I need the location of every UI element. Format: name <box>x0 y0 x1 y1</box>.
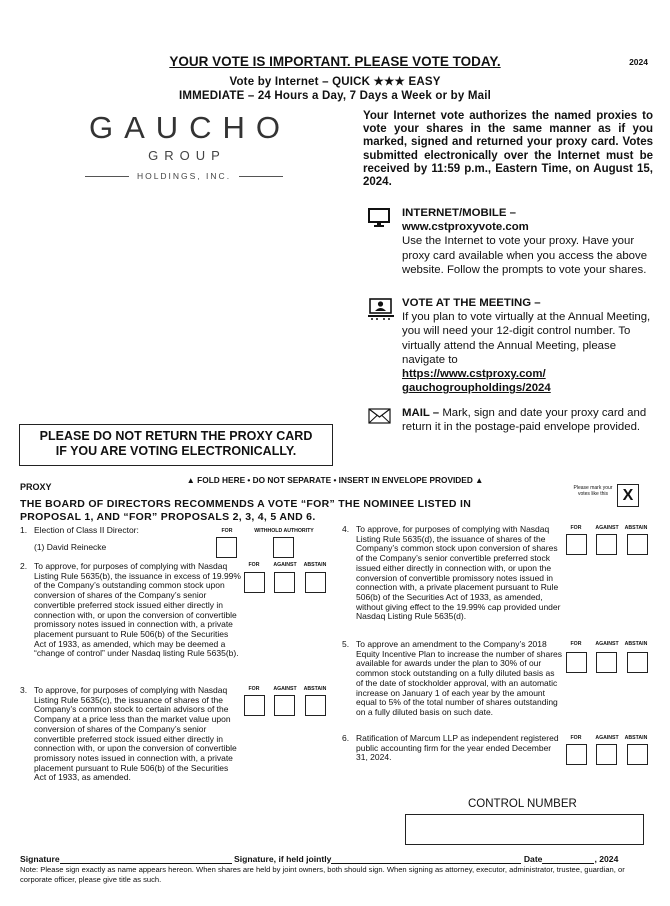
joint-signature-field[interactable] <box>331 854 521 864</box>
meeting-text: If you plan to vote virtually at the Annual Meeting, you will need your 12-digit control number. To virtually attend the Annual Meeting, please navigate to <box>402 311 651 366</box>
logo-holdings-text: HOLDINGS, INC. <box>136 171 232 181</box>
col-abstain: ABSTAIN <box>303 686 327 692</box>
col-abstain: ABSTAIN <box>624 525 648 531</box>
p5-abstain-checkbox[interactable] <box>627 652 648 673</box>
col-against: AGAINST <box>273 686 297 692</box>
p2-abstain-checkbox[interactable] <box>305 572 326 593</box>
proposal-5 <box>342 640 562 718</box>
proposal-3 <box>20 686 242 783</box>
logo-rule-left <box>85 176 129 177</box>
proposal-1 <box>20 526 220 552</box>
col-against: AGAINST <box>595 735 619 741</box>
board-recommendation <box>20 498 540 524</box>
do-not-return-notice <box>19 424 333 466</box>
proposal-text: Ratification of Marcum LLP as independent registered public accounting firm for the year ended December 31, 2024. <box>356 733 559 763</box>
banner-line-3: IMMEDIATE – 24 Hours a Day, 7 Days a Week or by Mail <box>178 90 492 102</box>
option-internet <box>368 206 658 277</box>
control-number-box[interactable] <box>405 814 644 845</box>
p5-for-checkbox[interactable] <box>566 652 587 673</box>
col-withhold: WITHHOLD AUTHORITY <box>254 528 314 534</box>
p2-against-checkbox[interactable] <box>274 572 295 593</box>
mail-text: Mark, sign and date your proxy card and return it in the postage-paid envelope provided. <box>402 407 647 434</box>
signature-field[interactable] <box>60 854 232 864</box>
meeting-link-2[interactable]: gauchogroupholdings/2024 <box>402 382 551 395</box>
board-line-2: PROPOSAL 1, AND “FOR” PROPOSALS 2, 3, 4, 5 AND 6. <box>20 511 316 523</box>
internet-title: INTERNET/MOBILE – <box>402 207 516 219</box>
mark-instruction: Please mark your votes like this <box>573 485 613 497</box>
col-abstain: ABSTAIN <box>303 562 327 568</box>
proxy-label: PROXY <box>20 482 52 492</box>
p4-for-checkbox[interactable] <box>566 534 587 555</box>
banner-line-2: Vote by Internet – QUICK ★★★ EASY <box>229 76 441 88</box>
internet-vote-intro: Your Internet vote authorizes the named proxies to vote your shares in the same manner as if you marked, signed and returned your proxy card. Votes submitted electronically over the Internet must be received by 11:59 p.m., Eastern Time, on August 15, 2024. <box>363 110 653 189</box>
signature-line <box>20 854 660 864</box>
logo-holdings <box>70 171 298 181</box>
proposal-text: Election of Class II Director: <box>34 525 139 535</box>
p3-for-checkbox[interactable] <box>244 695 265 716</box>
meeting-icon <box>368 298 394 324</box>
nominee-name: (1) David Reinecke <box>34 541 107 552</box>
internet-text: Use the Internet to vote your proxy. Have your proxy card available when you access the above website. Follow the prompts to vote your shares. <box>402 235 648 276</box>
proposal-6 <box>342 734 562 763</box>
signing-note: Note: Please sign exactly as name appears hereon. When shares are held by joint owners, both should sign. When signing as attorney, executor, administrator, trustee, guardian, or corporate officer, please give title as such. <box>20 865 625 884</box>
company-logo <box>70 110 298 181</box>
meeting-link-1[interactable]: https://www.cstproxy.com/ <box>402 368 546 381</box>
proposal-4 <box>342 525 562 622</box>
proposal-text: To approve, for purposes of complying with Nasdaq Listing Rule 5635(b), the issuance in excess of 19.99% of the Company’s outstanding common stock upon conversion of shares of the Company’s senior convertible preferred stock issued either directly in connection with, or upon the conversion of convertible promissory notes issued in connection with, a private placement pursuant to Rule 506(b) of the Securities Act of 1933, as amended, which may be deemed a “change of control” under Nasdaq listing Rule 5635(b). <box>34 561 241 659</box>
logo-rule-right <box>239 176 283 177</box>
date-label: Date <box>523 854 543 864</box>
date-year: , 2024 <box>594 854 619 864</box>
notice-line-1: PLEASE DO NOT RETURN THE PROXY CARD <box>39 429 313 443</box>
proposal-number: 5. <box>342 639 350 649</box>
col-against: AGAINST <box>595 525 619 531</box>
date-field[interactable] <box>542 854 594 864</box>
option-meeting <box>368 296 658 395</box>
col-for: FOR <box>570 525 582 531</box>
proposal-number: 2. <box>20 561 28 571</box>
vote-methods-banner <box>0 75 670 103</box>
p6-abstain-checkbox[interactable] <box>627 744 648 765</box>
signature-label: Signature <box>20 854 60 864</box>
fold-instruction: ▲ FOLD HERE • DO NOT SEPARATE • INSERT IN ENVELOPE PROVIDED ▲ <box>186 475 484 485</box>
col-against: AGAINST <box>273 562 297 568</box>
joint-signature-label: Signature, if held jointly <box>234 854 332 864</box>
p4-against-checkbox[interactable] <box>596 534 617 555</box>
proposal-text: To approve an amendment to the Company’s 2018 Equity Incentive Plan to increase the number of shares available for awards under the plan to 30% of our common stock outstanding on a fully diluted basis as of the date of stockholder approval, with an automatic increase on January 1 of each year by the amount equal to 5% of the total number of shares outstanding on a fully diluted basis on such date. <box>356 639 563 717</box>
p6-for-checkbox[interactable] <box>566 744 587 765</box>
proposal-number: 4. <box>342 524 350 534</box>
p2-for-checkbox[interactable] <box>244 572 265 593</box>
p5-against-checkbox[interactable] <box>596 652 617 673</box>
option-mail <box>368 406 658 434</box>
mark-example: X <box>617 484 639 507</box>
p3-against-checkbox[interactable] <box>274 695 295 716</box>
p1-for-checkbox[interactable] <box>216 537 237 558</box>
col-for: FOR <box>221 528 233 534</box>
col-abstain: ABSTAIN <box>624 735 648 741</box>
meeting-title: VOTE AT THE MEETING – <box>402 297 541 309</box>
p4-abstain-checkbox[interactable] <box>627 534 648 555</box>
proposal-number: 1. <box>20 525 28 535</box>
col-for: FOR <box>248 562 260 568</box>
col-abstain: ABSTAIN <box>624 641 648 647</box>
control-number-label: CONTROL NUMBER <box>468 798 577 810</box>
card-year: 2024 <box>629 57 648 67</box>
notice-line-2: IF YOU ARE VOTING ELECTRONICALLY. <box>55 444 297 458</box>
internet-url[interactable]: www.cstproxyvote.com <box>402 221 529 234</box>
col-for: FOR <box>570 641 582 647</box>
mail-title: MAIL – <box>402 407 440 419</box>
monitor-icon <box>368 208 390 232</box>
col-against: AGAINST <box>595 641 619 647</box>
p6-against-checkbox[interactable] <box>596 744 617 765</box>
p3-abstain-checkbox[interactable] <box>305 695 326 716</box>
proposal-number: 3. <box>20 685 28 695</box>
logo-name: GAUCHO <box>88 110 292 145</box>
proposal-text: To approve, for purposes of complying with Nasdaq Listing Rule 5635(d), the issuance of shares of the Company’s common stock upon conversion of shares of the Company’s senior convertible preferred stock issued either directly in connection with, or upon the conversion of convertible promissory notes issued in connection with, a private placement pursuant to Rule 506(b) of the Securities Act of 1933, as amended, without giving effect to the 19.99% cap provided under Nasdaq Listing Rule 5635(d). <box>356 524 561 622</box>
col-for: FOR <box>248 686 260 692</box>
proposal-text: To approve, for purposes of complying with Nasdaq Listing Rule 5635(c), the issuance of shares of the Company’s common stock to certain advisors of the Company at a price less than the market value upon conversion of shares of the Company’s senior convertible preferred stock issued either directly in connection with, or upon the conversion of convertible promissory notes issued in connection with, a private placement pursuant to Rule 506(b) of the Securities Act of 1933, as amended. <box>34 685 237 783</box>
p1-withhold-checkbox[interactable] <box>273 537 294 558</box>
col-for: FOR <box>570 735 582 741</box>
logo-group: GROUP <box>148 148 226 163</box>
envelope-icon <box>368 408 392 429</box>
proposal-number: 6. <box>342 733 350 743</box>
board-line-1: THE BOARD OF DIRECTORS RECOMMENDS A VOTE “FOR” THE NOMINEE LISTED IN <box>20 498 472 510</box>
proposal-2 <box>20 562 242 659</box>
headline: YOUR VOTE IS IMPORTANT. PLEASE VOTE TODAY. <box>169 54 501 69</box>
